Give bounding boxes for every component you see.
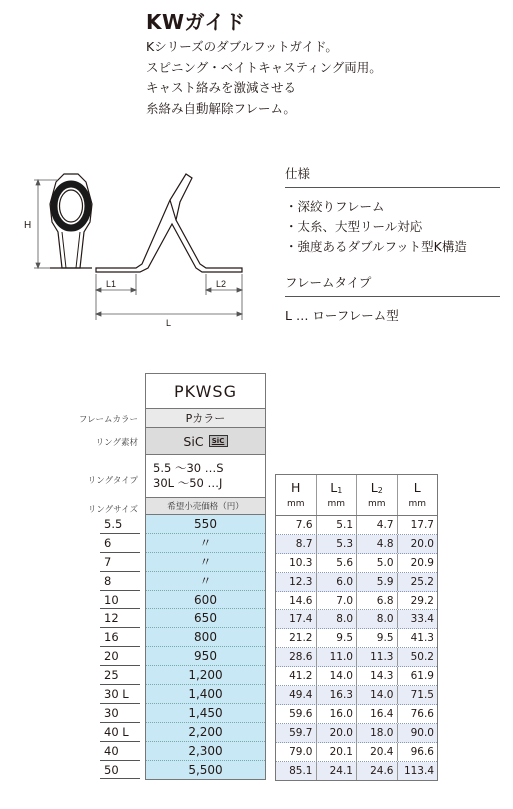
spec-heading: 仕様 [285,164,500,188]
table-row [276,762,437,781]
dim-cell-l2: 5.0 [356,554,397,572]
ring-type-label: リングタイプ [87,476,138,486]
dim-cell-l: 20.9 [397,554,438,572]
table-row [276,667,437,686]
dimension-table [275,474,438,781]
frame-type-heading: フレームタイプ [285,273,500,297]
dim-cell-l: 50.2 [397,648,438,666]
dim-cell-l1: 11.0 [316,648,357,666]
dim-cell-l: 113.4 [397,762,438,781]
dim-cell-l1: 14.0 [316,667,357,685]
sic-mark-icon: SiC [209,435,228,447]
size-cell: 20 [100,647,140,666]
table-row [276,592,437,611]
table-row [276,686,437,705]
size-cell: 40 [100,742,140,761]
price-column [145,515,266,780]
table-row [276,610,437,629]
size-cell: 30 L [100,685,140,704]
dim-cell-h: 85.1 [289,764,313,777]
table-row [276,573,437,592]
dim-cell-l2: 18.0 [356,724,397,742]
dim-cell-h: 17.4 [289,613,313,626]
table-row [276,629,437,648]
price-cell: 2,300 [146,742,265,761]
price-cell: 800 [146,628,265,647]
table-row [276,724,437,743]
table-row [276,554,437,573]
dim-cell-l1: 9.5 [316,629,357,647]
table-row [276,705,437,724]
ring-type-line: 30L ～50 …J [153,476,223,490]
dim-cell-l1: 20.0 [316,724,357,742]
price-cell: 〃 [146,553,265,572]
dim-cell-l: 61.9 [397,667,438,685]
description-line: スピニング・ベイトキャスティング両用。 [146,59,382,75]
guide-front-view [50,174,92,268]
dim-cell-l2: 5.9 [356,573,397,591]
size-cell: 5.5 [100,515,140,534]
price-cell: 1,200 [146,666,265,685]
dim-cell-l1: 20.1 [316,743,357,761]
h-label: H [24,220,32,231]
dim-cell-l2: 4.8 [356,535,397,553]
material-text: SiC [183,433,204,449]
dim-cell-l: 76.6 [397,705,438,723]
dim-cell-l2: 11.3 [356,648,397,666]
price-cell: 2,200 [146,723,265,742]
ring-material-label: リング素材 [95,438,138,448]
frame-type-value: L … ローフレーム型 [285,308,399,323]
size-cell: 12 [100,609,140,628]
spec-list [285,197,500,257]
spec-item: ・深絞りフレーム [285,199,385,214]
dim-cell-l1: 5.3 [316,535,357,553]
price-cell: 5,500 [146,761,265,780]
l1-label: L1 [106,279,117,289]
product-name: PKWSG [145,373,266,409]
dim-cell-h: 14.6 [289,594,313,607]
table-row [276,535,437,554]
price-cell: 950 [146,647,265,666]
dim-cell-l: 41.3 [397,629,438,647]
dim-cell-l1: 24.1 [316,762,357,781]
dim-cell-l1: 16.3 [316,686,357,704]
dim-cell-l2: 20.4 [356,743,397,761]
price-heading: 希望小売価格（円） [145,497,266,515]
price-cell: 600 [146,591,265,610]
dim-cell-h: 49.4 [289,689,313,702]
spec-item: ・強度あるダブルフット型K構造 [285,239,467,254]
size-column [100,515,140,779]
table-row [276,648,437,667]
size-cell: 25 [100,666,140,685]
dim-cell-l: 96.6 [397,743,438,761]
size-cell: 7 [100,553,140,572]
spec-section [285,164,500,324]
l-label: L [166,318,172,328]
price-cell: 650 [146,609,265,628]
size-cell: 40 L [100,723,140,742]
dim-cell-h: 28.6 [289,651,313,664]
dim-cell-h: 41.2 [289,670,313,683]
size-cell: 8 [100,572,140,591]
product-color: Pカラー [145,408,266,428]
dim-cell-l1: 5.1 [316,516,357,534]
table-row [276,743,437,762]
description-line: キャスト絡みを激減させる [146,80,297,95]
size-cell: 50 [100,761,140,780]
product-material [145,427,266,455]
description-line: 糸絡み自動解除フレーム。 [146,100,296,116]
header-l1: $L_1$ mm [316,475,357,515]
dim-cell-l: 29.2 [397,592,438,610]
dim-cell-l1: 8.0 [316,610,357,628]
dim-cell-l: 25.2 [397,573,438,591]
guide-diagram [0,160,270,340]
dim-cell-h: 21.2 [289,632,313,645]
price-cell: 550 [146,515,265,534]
price-cell: 1,450 [146,704,265,723]
description [146,37,382,119]
dim-cell-l: 71.5 [397,686,438,704]
price-cell: 〃 [146,534,265,553]
dimension-header [276,475,437,516]
dim-cell-l2: 16.4 [356,705,397,723]
dim-cell-l2: 6.8 [356,592,397,610]
dim-cell-l2: 24.6 [356,762,397,781]
price-cell: 〃 [146,572,265,591]
spec-item: ・太糸、大型リール対応 [285,219,423,234]
dim-cell-l: 20.0 [397,535,438,553]
dim-cell-l1: 16.0 [316,705,357,723]
dim-cell-l1: 6.0 [316,573,357,591]
dim-cell-l: 17.7 [397,516,438,534]
dim-cell-l2: 14.0 [356,686,397,704]
dim-cell-l2: 4.7 [356,516,397,534]
dimension-body [276,516,437,780]
product-ring-type [145,454,266,498]
header-h: H mm [286,480,305,509]
price-cell: 1,400 [146,685,265,704]
dim-cell-l: 33.4 [397,610,438,628]
ring-type-line: 5.5 ～30 …S [153,461,224,475]
dim-cell-h: 12.3 [289,575,313,588]
size-cell: 6 [100,534,140,553]
dim-cell-l1: 5.6 [316,554,357,572]
guide-side-view [96,174,242,272]
dim-cell-h: 7.6 [295,519,313,531]
dim-cell-l1: 7.0 [316,592,357,610]
ring-size-label: リングサイズ [87,505,138,515]
dim-cell-h: 59.6 [289,707,313,720]
table-row [276,516,437,535]
frame-color-label: フレームカラー [78,415,138,425]
dim-cell-l: 90.0 [397,724,438,742]
size-cell: 10 [100,591,140,610]
dim-cell-l2: 14.3 [356,667,397,685]
size-cell: 30 [100,704,140,723]
dim-cell-h: 8.7 [295,537,313,550]
page-title: KWガイド [146,10,246,34]
dim-cell-h: 59.7 [289,726,313,739]
dim-cell-l2: 8.0 [356,610,397,628]
l2-label: L2 [216,279,227,289]
dim-cell-h: 79.0 [289,745,313,758]
header-l: L mm [397,475,438,515]
dim-cell-h: 10.3 [289,556,313,569]
description-line: Kシリーズのダブルフットガイド。 [146,39,338,54]
dim-cell-l2: 9.5 [356,629,397,647]
size-cell: 16 [100,628,140,647]
header-l2: $L_2$ mm [356,475,397,515]
